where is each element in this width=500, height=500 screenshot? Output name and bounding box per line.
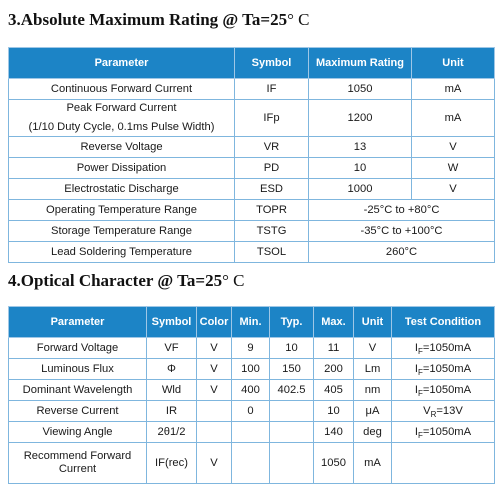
table-row	[9, 158, 495, 179]
parameter-cell: Luminous Flux	[9, 359, 147, 380]
symbol-cell: IF(rec)	[147, 443, 197, 484]
symbol-cell: IR	[147, 401, 197, 422]
header-symbol: Symbol	[235, 48, 309, 79]
test-condition-value: =1050mA	[422, 362, 472, 375]
header-parameter: Parameter	[9, 48, 235, 79]
parameter-note: (1/10 Duty Cycle, 0.1ms Pulse Width)	[28, 121, 215, 133]
typ-cell: 150	[270, 359, 314, 380]
color-cell: V	[197, 338, 232, 359]
parameter-cell: Reverse Current	[9, 401, 147, 422]
table-row	[9, 179, 495, 200]
parameter-cell	[9, 100, 235, 137]
unit-cell: nm	[354, 380, 392, 401]
optical-character-title	[8, 271, 244, 291]
unit-cell: V	[412, 137, 495, 158]
symbol-cell: 2θ1/2	[147, 422, 197, 443]
symbol-cell: ESD	[235, 179, 309, 200]
parameter-label: Peak Forward Current	[66, 102, 177, 114]
optical-character-title-unit: ° C	[222, 271, 245, 290]
header-unit: Unit	[412, 48, 495, 79]
table-row	[9, 100, 495, 137]
header-max: Max.	[314, 307, 354, 338]
symbol-cell: VR	[235, 137, 309, 158]
test-condition-main: I	[414, 425, 418, 438]
absolute-max-table	[8, 47, 495, 263]
test-condition-value: =1050mA	[422, 383, 472, 396]
max-rating-cell: 1200	[309, 100, 412, 137]
absolute-max-title-text: 3.Absolute Maximum Rating @ Ta=25	[8, 10, 288, 29]
min-cell	[232, 443, 270, 484]
table-header-row	[9, 307, 495, 338]
table-row	[9, 359, 495, 380]
parameter-cell: Dominant Wavelength	[9, 380, 147, 401]
unit-cell: deg	[354, 422, 392, 443]
test-condition-cell	[392, 422, 495, 443]
max-cell: 1050	[314, 443, 354, 484]
unit-cell: μA	[354, 401, 392, 422]
typ-cell	[270, 422, 314, 443]
test-condition-subscript: F	[418, 367, 423, 377]
header-parameter: Parameter	[9, 307, 147, 338]
symbol-cell: IF	[235, 79, 309, 100]
table-row	[9, 443, 495, 484]
unit-cell: mA	[412, 79, 495, 100]
test-condition-cell	[392, 443, 495, 484]
parameter-cell: Storage Temperature Range	[9, 221, 235, 242]
parameter-cell: Operating Temperature Range	[9, 200, 235, 221]
min-cell	[232, 422, 270, 443]
max-rating-cell: 10	[309, 158, 412, 179]
max-cell: 10	[314, 401, 354, 422]
min-cell: 9	[232, 338, 270, 359]
header-test-condition: Test Condition	[392, 307, 495, 338]
table-row	[9, 338, 495, 359]
parameter-cell: Forward Voltage	[9, 338, 147, 359]
color-cell: V	[197, 359, 232, 380]
typ-cell: 10	[270, 338, 314, 359]
unit-cell: W	[412, 158, 495, 179]
max-cell: 11	[314, 338, 354, 359]
parameter-cell: Electrostatic Discharge	[9, 179, 235, 200]
typ-cell: 402.5	[270, 380, 314, 401]
header-typ: Typ.	[270, 307, 314, 338]
min-cell: 400	[232, 380, 270, 401]
color-cell	[197, 401, 232, 422]
table-row	[9, 221, 495, 242]
test-condition-main: I	[414, 341, 418, 354]
test-condition-value: =1050mA	[422, 425, 472, 438]
parameter-cell: Power Dissipation	[9, 158, 235, 179]
optical-character-title-text: 4.Optical Character @ Ta=25	[8, 271, 223, 290]
unit-cell: mA	[354, 443, 392, 484]
typ-cell	[270, 401, 314, 422]
symbol-cell: PD	[235, 158, 309, 179]
parameter-cell: Recommend Forward Current	[9, 443, 147, 484]
color-cell: V	[197, 380, 232, 401]
header-unit: Unit	[354, 307, 392, 338]
table-row	[9, 200, 495, 221]
max-cell: 405	[314, 380, 354, 401]
unit-cell: V	[354, 338, 392, 359]
parameter-cell: Continuous Forward Current	[9, 79, 235, 100]
header-symbol: Symbol	[147, 307, 197, 338]
table-row	[9, 79, 495, 100]
unit-cell: mA	[412, 100, 495, 137]
test-condition-cell	[392, 338, 495, 359]
test-condition-subscript: F	[418, 388, 423, 398]
header-color: Color	[197, 307, 232, 338]
unit-cell: V	[412, 179, 495, 200]
header-max-rating: Maximum Rating	[309, 48, 412, 79]
symbol-cell: TSOL	[235, 242, 309, 263]
test-condition-subscript: R	[430, 409, 437, 419]
header-min: Min.	[232, 307, 270, 338]
test-condition-main: I	[414, 383, 418, 396]
symbol-cell: TSTG	[235, 221, 309, 242]
table-header-row	[9, 48, 495, 79]
min-cell: 0	[232, 401, 270, 422]
color-cell	[197, 422, 232, 443]
unit-cell: Lm	[354, 359, 392, 380]
max-rating-cell: 1000	[309, 179, 412, 200]
test-condition-subscript: F	[418, 346, 423, 356]
table-row	[9, 137, 495, 158]
max-rating-cell: 13	[309, 137, 412, 158]
parameter-cell: Lead Soldering Temperature	[9, 242, 235, 263]
range-cell: -25°C to +80°C	[309, 200, 495, 221]
range-cell: 260°C	[309, 242, 495, 263]
table-row	[9, 422, 495, 443]
range-cell: -35°C to +100°C	[309, 221, 495, 242]
test-condition-value: =13V	[436, 404, 463, 417]
test-condition-value: =1050mA	[422, 341, 472, 354]
symbol-cell: Wld	[147, 380, 197, 401]
table-row	[9, 242, 495, 263]
optical-character-table	[8, 306, 495, 484]
absolute-max-title-unit: ° C	[287, 10, 310, 29]
test-condition-main: V	[423, 404, 431, 417]
absolute-max-title	[8, 10, 310, 30]
parameter-cell: Viewing Angle	[9, 422, 147, 443]
test-condition-cell	[392, 380, 495, 401]
symbol-cell: VF	[147, 338, 197, 359]
symbol-cell: IFp	[235, 100, 309, 137]
table-row	[9, 380, 495, 401]
max-cell: 140	[314, 422, 354, 443]
test-condition-subscript: F	[418, 430, 423, 440]
test-condition-main: I	[414, 362, 418, 375]
min-cell: 100	[232, 359, 270, 380]
table-row	[9, 401, 495, 422]
test-condition-cell	[392, 359, 495, 380]
parameter-cell: Reverse Voltage	[9, 137, 235, 158]
test-condition-cell	[392, 401, 495, 422]
symbol-cell: Φ	[147, 359, 197, 380]
typ-cell	[270, 443, 314, 484]
color-cell: V	[197, 443, 232, 484]
max-cell: 200	[314, 359, 354, 380]
symbol-cell: TOPR	[235, 200, 309, 221]
max-rating-cell: 1050	[309, 79, 412, 100]
